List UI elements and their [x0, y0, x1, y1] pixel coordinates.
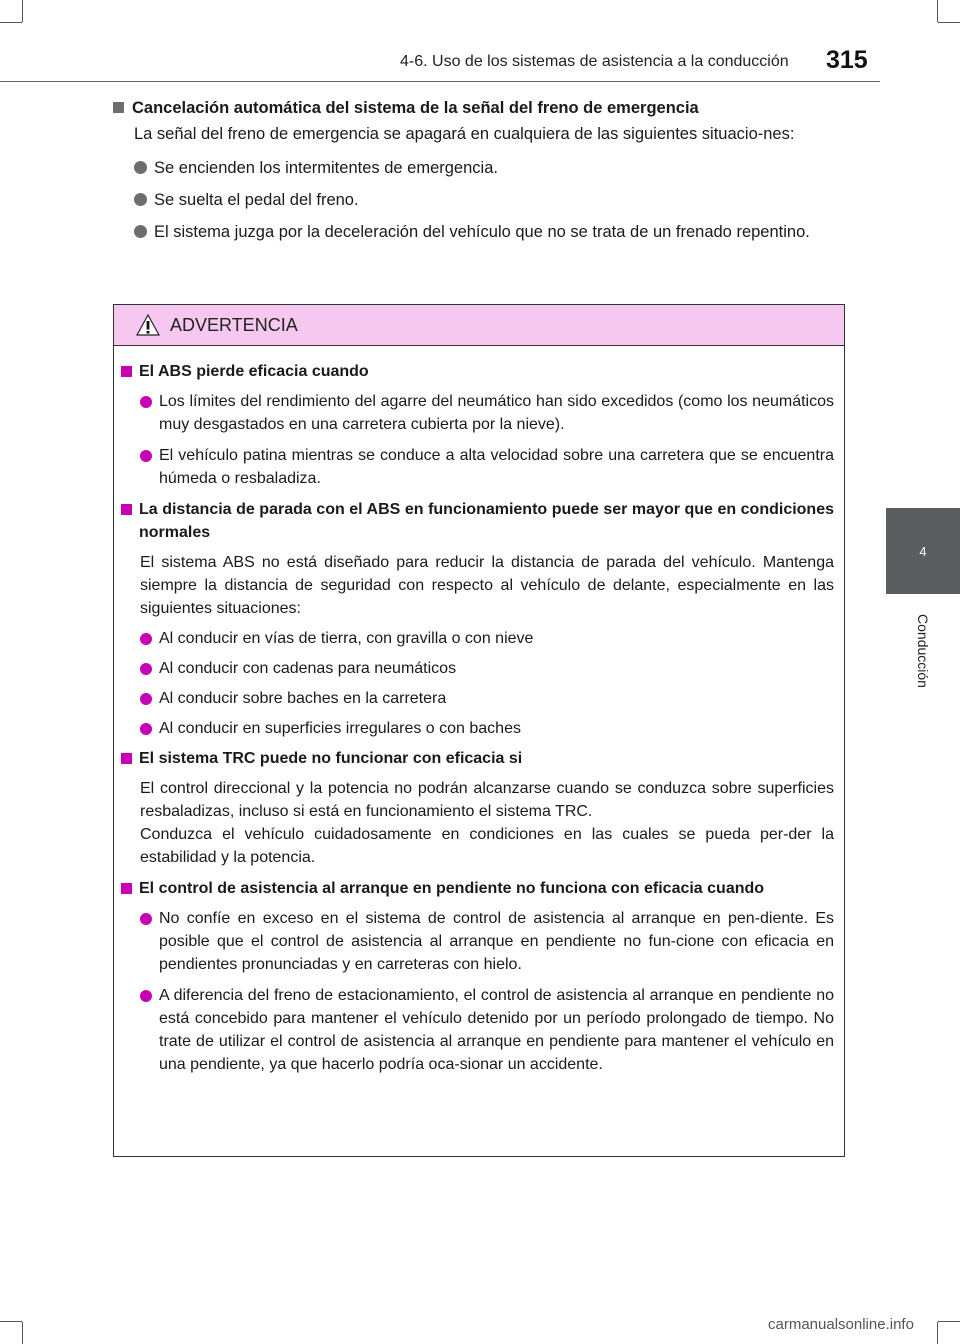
square-bullet-icon — [113, 102, 124, 113]
list-item: No confíe en exceso en el sistema de control de asistencia al arranque en pen-diente. Es posible que el control de asistencia al arranque en pendiente no fun-cione con eficacia en pendientes pronunciadas y en carreteras con hielo. — [140, 907, 834, 976]
crop-mark — [938, 22, 960, 23]
warning-body — [114, 346, 844, 1076]
warning-header — [114, 305, 844, 346]
list-item: El sistema juzga por la deceleración del vehículo que no se trata de un frenado repentino. — [134, 220, 845, 244]
bullet-icon — [140, 396, 152, 408]
section-intro: La señal del freno de emergencia se apagará en cualquiera de las siguientes situacio-nes: — [134, 125, 795, 143]
warning-paragraph: Conduzca el vehículo cuidadosamente en condiciones en las cuales se pueda per-der la estabilidad y la potencia. — [140, 826, 834, 866]
warning-triangle-icon — [136, 314, 160, 336]
square-bullet-icon — [121, 883, 132, 894]
list-item: Se encienden los intermitentes de emergencia. — [134, 156, 845, 180]
list-item: Al conducir en superficies irregulares o con baches — [140, 717, 834, 740]
chapter-tab-number: 4 — [886, 508, 960, 594]
crop-mark — [22, 0, 23, 22]
crop-mark — [22, 1322, 23, 1344]
bullet-icon — [134, 225, 147, 238]
square-bullet-icon — [121, 504, 132, 515]
header-rule — [0, 81, 880, 82]
warning-heading: El ABS pierde eficacia cuando — [121, 360, 834, 383]
watermark: carmanualsonline.info — [768, 1316, 914, 1333]
bullet-icon — [140, 723, 152, 735]
bullet-icon — [140, 913, 152, 925]
list-item: Al conducir sobre baches en la carretera — [140, 687, 834, 710]
bullet-icon — [140, 450, 152, 462]
warning-heading: El control de asistencia al arranque en pendiente no funciona con eficacia cuando — [121, 877, 834, 900]
crop-mark — [0, 22, 22, 23]
crop-mark — [0, 1321, 22, 1322]
list-item: Al conducir con cadenas para neumáticos — [140, 657, 834, 680]
section-title: 4-6. Uso de los sistemas de asistencia a la conducción — [400, 53, 789, 70]
list-item: Al conducir en vías de tierra, con gravilla o con nieve — [140, 627, 834, 650]
warning-paragraph: El sistema ABS no está diseñado para reducir la distancia de parada del vehículo. Mantenga siempre la distancia de seguridad con respecto al vehículo de delante, especialmente en las siguientes situaciones: — [140, 554, 834, 617]
warning-heading: El sistema TRC puede no funcionar con eficacia si — [121, 747, 834, 770]
list-item: Los límites del rendimiento del agarre del neumático han sido excedidos (como los neumáticos muy desgastados en una carretera cubierta por la nieve). — [140, 390, 834, 436]
bullet-icon — [140, 693, 152, 705]
section-content — [113, 96, 845, 244]
list-item: A diferencia del freno de estacionamiento, el control de asistencia al arranque en pendiente no está concebido para mantener el vehículo detenido por un período prolongado de tiempo. No trate de utilizar el control de asistencia al arranque en pendiente para mantener el vehículo en una pendiente, ya que hacerlo podría oca-sionar un accidente. — [140, 984, 834, 1076]
section-heading: Cancelación automática del sistema de la señal del freno de emergencia — [113, 96, 845, 120]
bullet-icon — [134, 193, 147, 206]
bullet-icon — [140, 990, 152, 1002]
list-item: Se suelta el pedal del freno. — [134, 188, 845, 212]
warning-title: ADVERTENCIA — [170, 314, 298, 335]
warning-heading: La distancia de parada con el ABS en funcionamiento puede ser mayor que en condiciones normales — [121, 498, 834, 544]
bullet-icon — [140, 663, 152, 675]
chapter-tab-label: Conducción — [915, 614, 931, 688]
crop-mark — [937, 0, 938, 22]
bullet-icon — [134, 161, 147, 174]
page-number: 315 — [826, 46, 868, 74]
warning-box — [113, 304, 845, 1157]
list-item: El vehículo patina mientras se conduce a alta velocidad sobre una carretera que se encuentra húmeda o resbaladiza. — [140, 444, 834, 490]
warning-paragraph: El control direccional y la potencia no podrán alcanzarse cuando se conduzca sobre superficies resbaladizas, incluso si está en funcionamiento el sistema TRC. — [140, 780, 834, 820]
square-bullet-icon — [121, 753, 132, 764]
square-bullet-icon — [121, 366, 132, 377]
crop-mark — [937, 1322, 938, 1344]
crop-mark — [938, 1321, 960, 1322]
bullet-icon — [140, 633, 152, 645]
